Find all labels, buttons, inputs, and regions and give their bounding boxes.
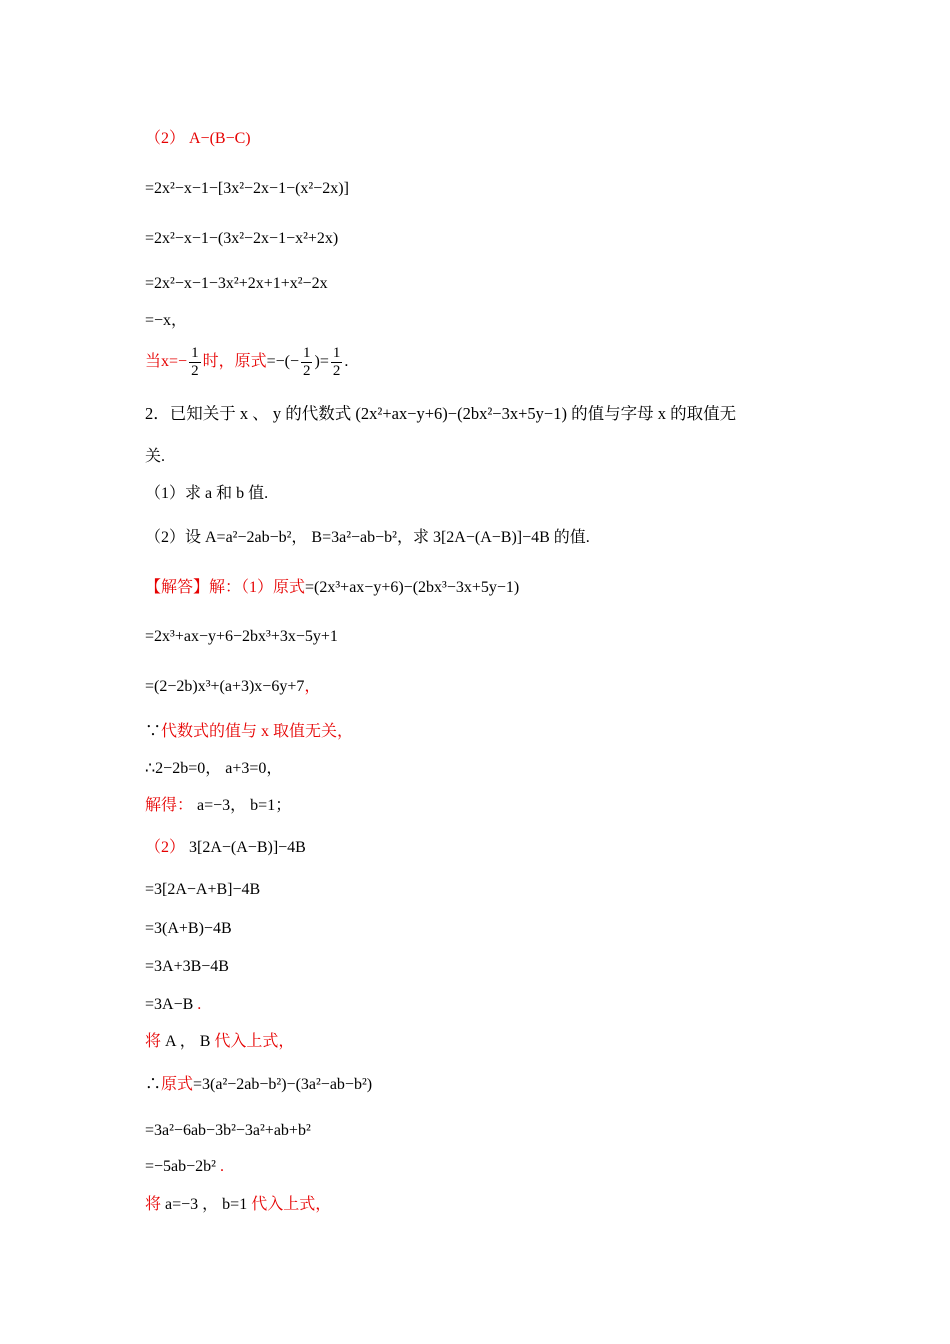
question-2-part2: （2）设 A=a²−2ab−b²， B=3a²−ab−b²，求 3[2A−(A−B)]−4B 的值. (145, 529, 590, 546)
answer-heading: 【解答】解：（1）原式=(2x³+ax−y+6)−(2bx³−3x+5y−1) (145, 579, 520, 596)
step-line: =−x， (145, 312, 188, 329)
therefore-line: ∴2−2b=0， a+3=0， (145, 760, 283, 777)
fraction-one-half: $\frac{1}{2}$ (191, 345, 199, 379)
step-line: =3A−B . (145, 996, 202, 1013)
question-2-part1: （1）求 a 和 b 值. (145, 485, 269, 502)
substitute-line: 将 a=−3 ， b=1 代入上式， (145, 1196, 332, 1213)
evaluation-line: 当x=− $\frac{1}{2}$ 时，原式=−(− $\frac{1}{2}$ )= $\frac{1}{2}$ . (145, 345, 349, 379)
step-line: =2x²−x−1−(3x²−2x−1−x²+2x) (145, 230, 339, 247)
step-line: =−5ab−2b² . (145, 1158, 224, 1175)
part2-answer-heading: （2） 3[2A−(A−B)]−4B (145, 839, 306, 856)
step-line: =3a²−6ab−3b²−3a²+ab+b² (145, 1122, 311, 1139)
step-line: =2x²−x−1−[3x²−2x−1−(x²−2x)] (145, 180, 349, 197)
question-2-text: 2．已知关于 x 、 y 的代数式 (2x²+ax−y+6)−(2bx²−3x+5y−1) 的值与字母 x 的取值无 (145, 404, 737, 423)
fraction-one-half: $\frac{1}{2}$ (302, 345, 311, 379)
question-2-text-cont: 关. (145, 448, 166, 465)
step-line: =3[2A−A+B]−4B (145, 881, 261, 898)
because-line: ∵代数式的值与 x 取值无关， (145, 723, 354, 740)
therefore-line: ∴原式=3(a²−2ab−b²)−(3a²−ab−b²) (145, 1076, 373, 1093)
step-line: =3(A+B)−4B (145, 920, 232, 937)
step-line: =3A+3B−4B (145, 958, 229, 975)
substitute-line: 将 A ， B 代入上式， (145, 1033, 295, 1050)
solution-line: 解得： a=−3， b=1； (145, 797, 292, 814)
part2-heading: （2） A−(B−C) (145, 130, 251, 147)
step-line: =2x²−x−1−3x²+2x+1+x²−2x (145, 275, 328, 292)
step-line: =(2−2b)x³+(a+3)x−6y+7， (145, 678, 321, 695)
step-line: =2x³+ax−y+6−2bx³+3x−5y+1 (145, 628, 338, 645)
fraction-one-half: $\frac{1}{2}$ (332, 345, 341, 379)
